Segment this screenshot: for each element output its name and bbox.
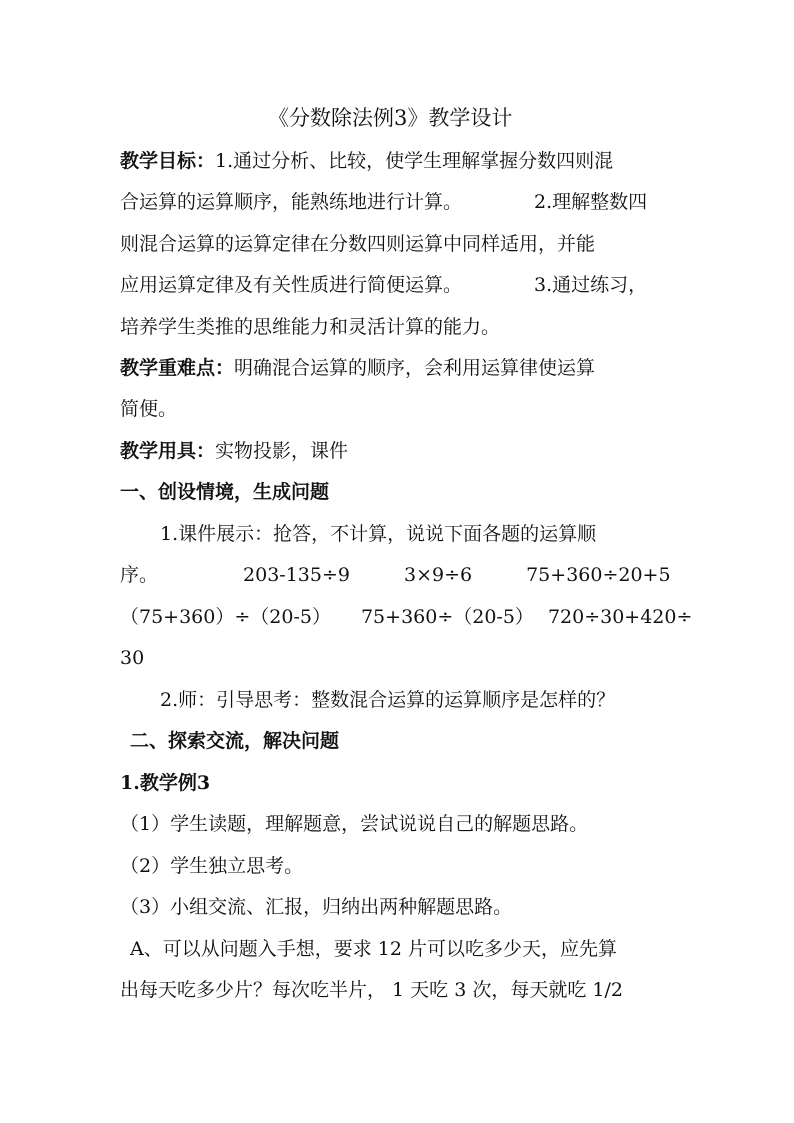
section-1-item-2: 2.师：引导思考：整数混合运算的运算顺序是怎样的？ <box>160 689 616 711</box>
section-2-step-1: （1）学生读题，理解题意，尝试说说自己的解题思路。 <box>120 813 589 835</box>
section-2-step-3: （3）小组交流、汇报，归纳出两种解题思路。 <box>120 896 513 918</box>
section-1-item-1-line-2 <box>120 566 671 585</box>
expression-6-continuation: 30 <box>120 647 145 669</box>
objectives-line-5: 培养学生类推的思维能力和灵活计算的能力。 <box>120 316 501 338</box>
objectives-label: 教学目标： <box>120 150 216 172</box>
expression-5: 75+360÷（20-5） <box>360 606 534 628</box>
objectives-line-3: 则混合运算的运算定律在分数四则运算中同样适用，并能 <box>120 233 596 255</box>
objectives-line-4 <box>120 276 647 295</box>
key-points-text-1: 明确混合运算的顺序，会利用运算律使运算 <box>234 357 596 379</box>
key-points-line-1 <box>120 359 595 378</box>
objectives-line-1 <box>120 152 613 171</box>
objectives-text-1: 1.通过分析、比较，使学生理解掌握分数四则混 <box>215 150 614 172</box>
section-1-expressions-line <box>120 608 692 627</box>
section-2-a-line-1: A、可以从问题入手想，要求 12 片可以吃多少天，应先算 <box>130 938 617 960</box>
expression-2: 3×9÷6 <box>403 564 473 586</box>
objectives-text-4b: 3.通过练习， <box>534 274 648 296</box>
section-1-heading: 一、创设情境，生成问题 <box>120 481 330 503</box>
expression-3: 75+360÷20+5 <box>526 564 671 586</box>
objectives-line-2 <box>120 193 647 212</box>
section-2-subheading: 1.教学例3 <box>120 772 211 794</box>
tools-label: 教学用具： <box>120 440 216 462</box>
key-points-label: 教学重难点： <box>120 357 235 379</box>
expression-1: 203-135÷9 <box>243 564 350 586</box>
section-1-item-1-line-1: 1.课件展示：抢答，不计算，说说下面各题的运算顺 <box>160 523 597 545</box>
section-2-heading: 二、探索交流，解决问题 <box>130 730 340 752</box>
key-points-line-2: 简便。 <box>120 398 178 420</box>
objectives-text-2b: 2.理解整数四 <box>534 191 648 213</box>
tools-text: 实物投影，课件 <box>215 440 349 462</box>
objectives-text-2a: 合运算的运算顺序，能熟练地进行计算。 <box>120 191 463 213</box>
tools-line <box>120 442 348 461</box>
objectives-text-4a: 应用运算定律及有关性质进行简便运算。 <box>120 274 463 296</box>
expression-6: 720÷30+420÷ <box>547 606 693 628</box>
section-2-step-2: （2）学生独立思考。 <box>120 855 304 877</box>
expression-4: （75+360）÷（20-5） <box>120 606 331 628</box>
item-1-text-end: 序。 <box>120 564 159 586</box>
page-title: 《分数除法例3》教学设计 <box>268 106 513 130</box>
section-2-a-line-2: 出每天吃多少片？每次吃半片， 1 天吃 3 次，每天就吃 1/2 <box>120 979 623 1001</box>
